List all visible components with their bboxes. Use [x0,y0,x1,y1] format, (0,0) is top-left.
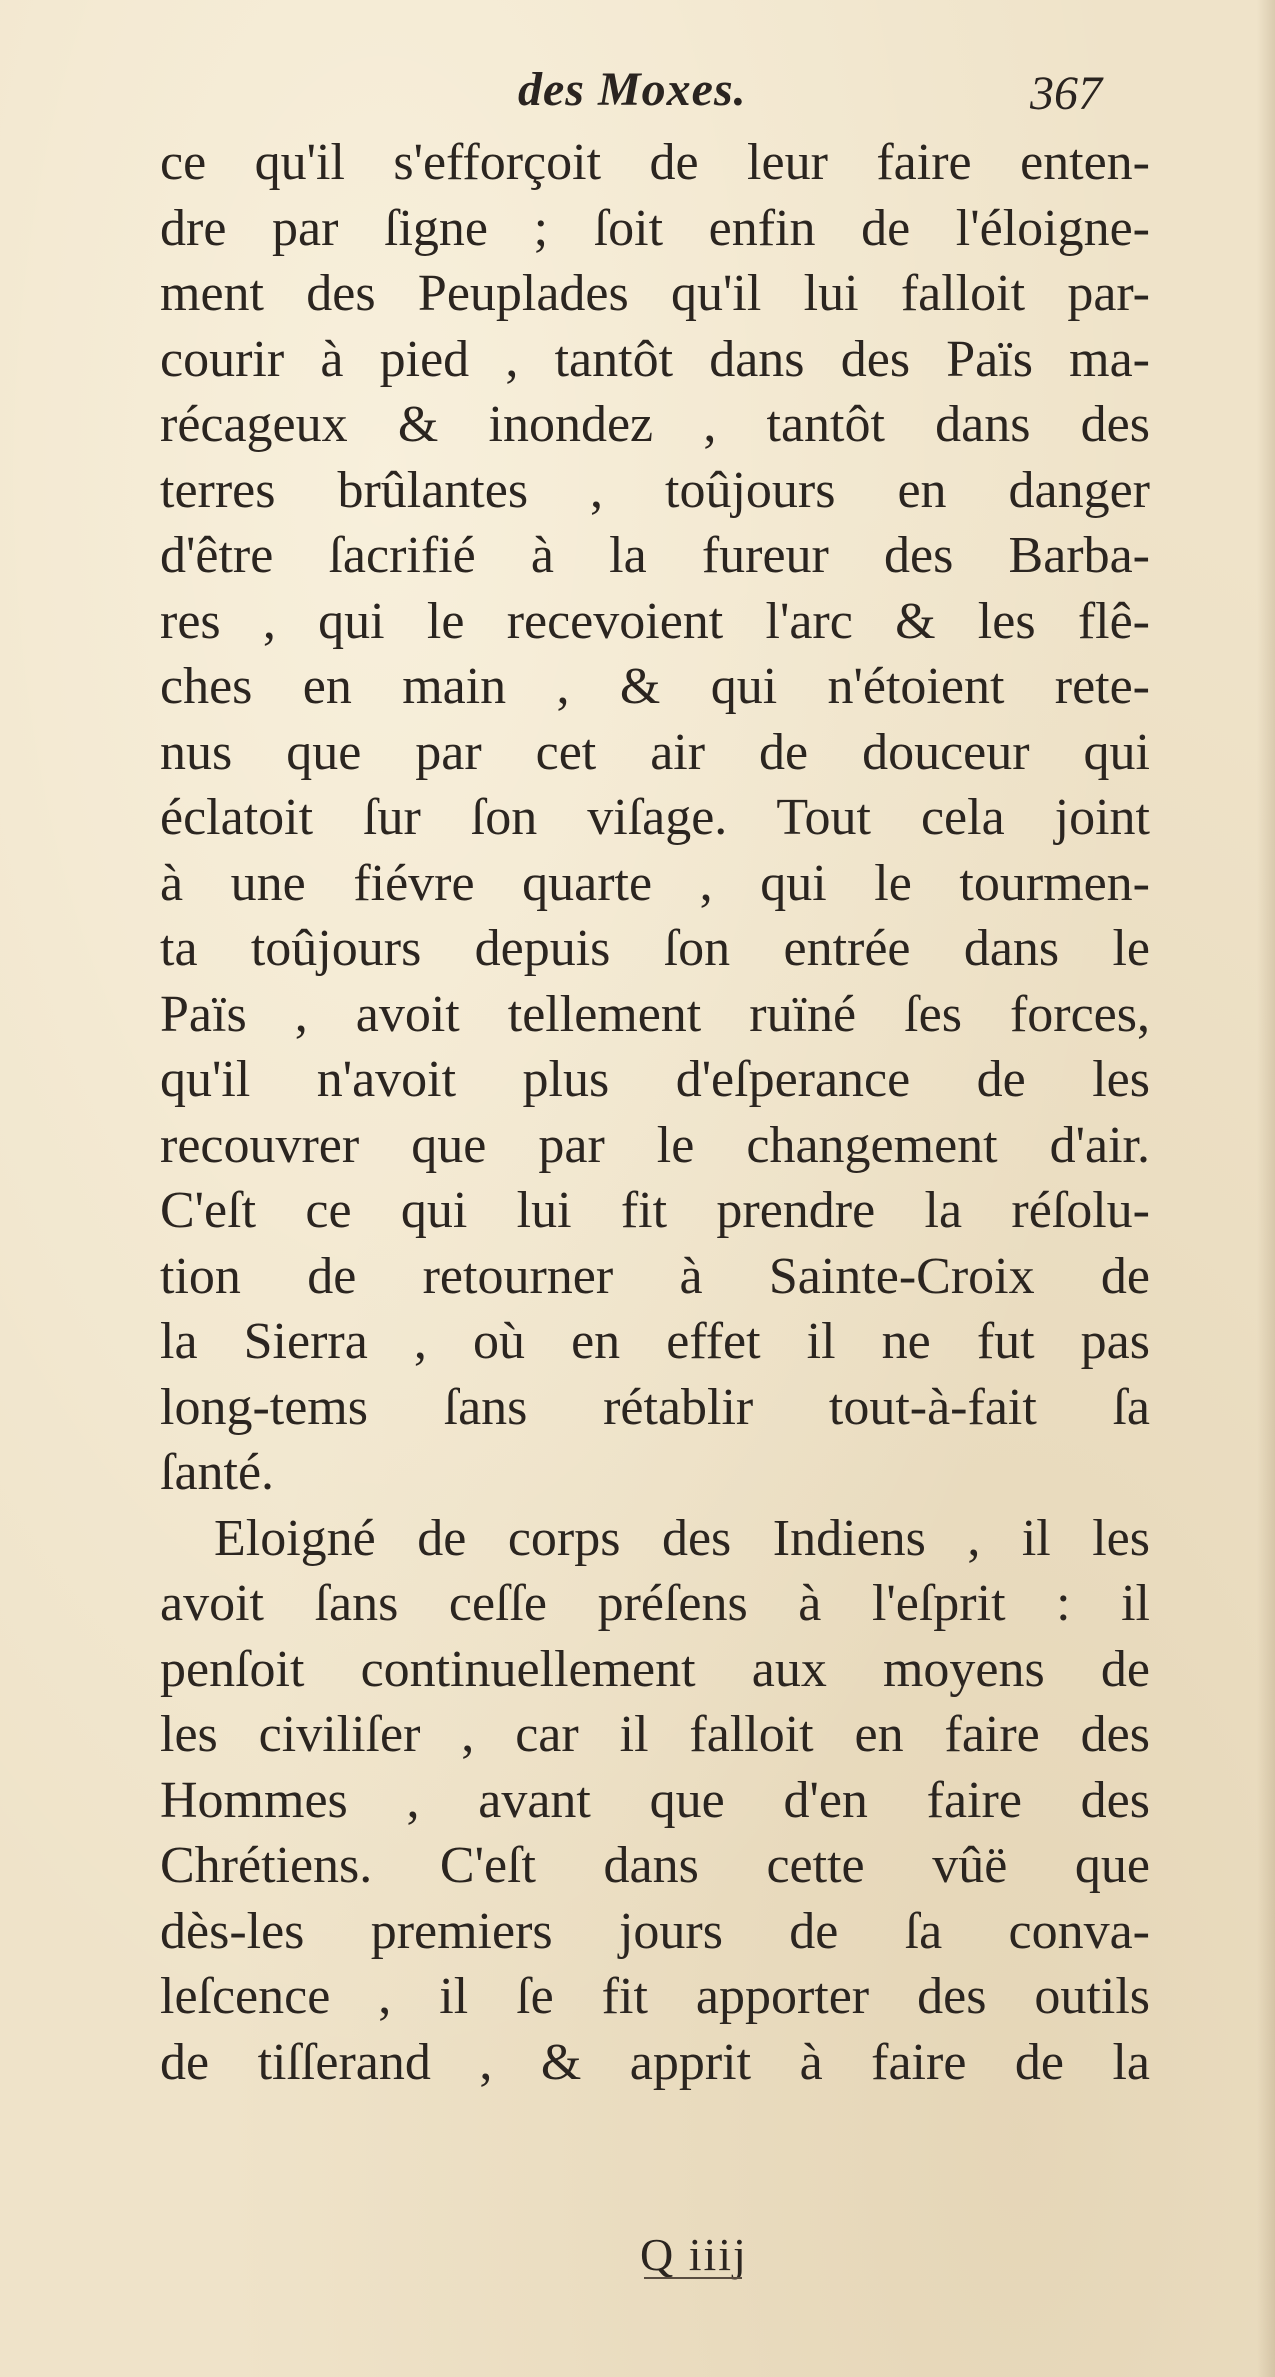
text-line: Païs , avoit tellement ruïné ſes forces, [160,985,1150,1043]
text-line: leſcence , il ſe fit apporter des outils [160,1968,1150,2025]
text-line: Eloigné de corps des Indiens , il les [214,1509,1150,1567]
running-title: des Moxes. [518,63,747,116]
text-line: recouvrer que par le changement d'air. [160,1116,1150,1174]
page-number: 367 [1030,67,1102,120]
text-line: récageux & inondez , tantôt dans des [160,396,1150,453]
text-line: penſoit continuellement aux moyens de [160,1640,1150,1698]
text-line: Chrétiens. C'eſt dans cette vûë que [160,1837,1150,1894]
text-line: ta toûjours depuis ſon entrée dans le [160,920,1150,977]
text-line: qu'il n'avoit plus d'eſperance de les [160,1051,1150,1108]
text-line: de tiſſerand , & apprit à faire de la [160,2033,1150,2091]
text-line: dès-les premiers jours de ſa conva- [160,1902,1150,1960]
text-line: ment des Peuplades qu'il lui falloit par- [160,265,1150,322]
text-line: nus que par cet air de douceur qui [160,723,1150,781]
text-line: terres brûlantes , toûjours en danger [160,461,1150,519]
text-line: tion de retourner à Sainte-Croix de [160,1247,1150,1305]
text-line: Hommes , avant que d'en faire des [160,1771,1150,1829]
text-line: ches en main , & qui n'étoient rete- [160,658,1150,715]
body-text [160,130,1150,2095]
text-line: dre par ſigne ; ſoit enfin de l'éloigne- [160,199,1150,257]
text-line: C'eſt ce qui lui fit prendre la réſolu- [160,1182,1150,1239]
text-line: à une fiévre quarte , qui le tourmen- [160,854,1150,912]
text-line: éclatoit ſur ſon viſage. Tout cela joint [160,789,1150,846]
text-line: res , qui le recevoient l'arc & les flê- [160,592,1150,650]
signature-mark: Q iiij [640,2229,748,2280]
text-line: courir à pied , tantôt dans des Païs ma- [160,330,1150,388]
page-header [0,62,1275,132]
page-edge-shadow [1257,0,1275,2377]
text-line: avoit ſans ceſſe préſens à l'eſprit : il [160,1575,1150,1632]
text-line: ſanté. [160,1444,275,1501]
text-line: la Sierra , où en effet il ne fut pas [160,1313,1150,1370]
text-line: d'être ſacrifié à la fureur des Barba- [160,527,1150,584]
text-line: ce qu'il s'efforçoit de leur faire enten- [160,134,1150,191]
text-line: long-tems ſans rétablir tout-à-fait ſa [160,1378,1150,1436]
text-line: les civiliſer , car il falloit en faire des [160,1706,1150,1763]
